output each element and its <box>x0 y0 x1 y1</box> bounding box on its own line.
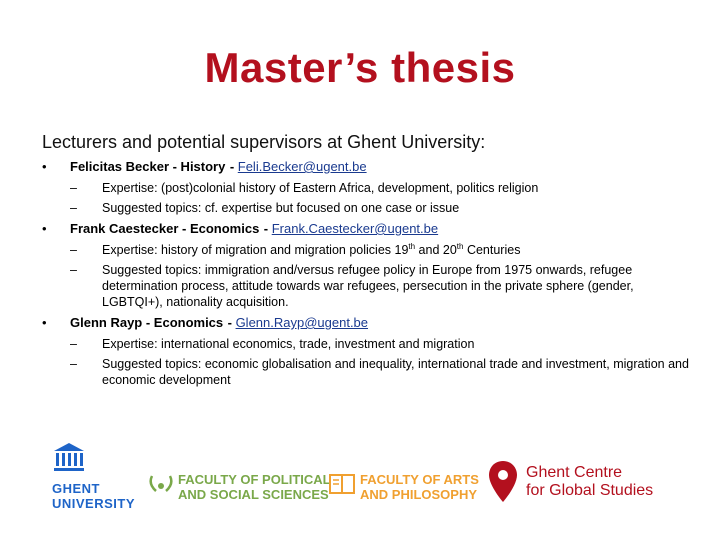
logo-text: for Global Studies <box>526 482 654 499</box>
logo-text: UNIVERSITY <box>52 496 136 511</box>
list-item <box>70 336 692 352</box>
separator: - <box>263 221 272 236</box>
list-item <box>70 242 692 258</box>
list-item <box>70 356 692 388</box>
intro-text: Lecturers and potential supervisors at Ghent University: <box>42 132 486 152</box>
temple-icon <box>52 442 86 472</box>
expertise-text: Expertise: international economics, trade, investment and migration <box>102 337 475 351</box>
lecturer-item <box>42 220 692 310</box>
dash: – <box>70 201 77 215</box>
logo-text: GHENT <box>52 481 100 496</box>
dash: – <box>70 357 77 371</box>
lecturer-name: Felicitas Becker - History <box>70 159 226 174</box>
logo-text: Ghent Centre <box>526 464 623 481</box>
topics-text: Suggested topics: cf. expertise but focused on one case or issue <box>102 201 460 215</box>
lecturer-item <box>42 314 692 388</box>
list-item <box>70 262 692 310</box>
bullet: • <box>42 221 47 236</box>
bullet: • <box>42 159 47 174</box>
topics-text: Suggested topics: economic globalisation and inequality, international trade and investment, migration and economic development <box>102 357 689 387</box>
faculty-political-social-logo <box>148 472 331 502</box>
email-link[interactable]: Frank.Caestecker@ugent.be <box>271 221 439 236</box>
topics-text: Suggested topics: immigration and/versus refugee policy in Europe from 1975 onwards, refugee determination process, attitude towards war refugees, persecution in the private sphere (gender, LGBTQI+), nationality acquisition. <box>102 263 634 309</box>
dash: – <box>70 337 77 351</box>
logo-strip <box>0 430 720 540</box>
separator: - <box>227 315 236 330</box>
list-item <box>70 180 692 196</box>
email-link[interactable]: Glenn.Rayp@ugent.be <box>235 315 369 330</box>
expertise-text: Expertise: (post)colonial history of Eastern Africa, development, politics religion <box>102 181 539 195</box>
lecturer-item <box>42 158 692 216</box>
laurel-icon <box>148 472 174 494</box>
bullet: • <box>42 315 47 330</box>
dash: – <box>70 263 77 277</box>
dash: – <box>70 181 77 195</box>
logo-text: FACULTY OF POLITICAL <box>178 472 331 487</box>
book-icon <box>328 472 356 496</box>
lecturer-name: Glenn Rayp - Economics <box>70 315 224 330</box>
slide-title: Master’s thesis <box>204 44 516 91</box>
logo-text: AND PHILOSOPHY <box>360 487 478 502</box>
faculty-arts-philosophy-logo <box>328 472 479 502</box>
email-link[interactable]: Feli.Becker@ugent.be <box>237 159 367 174</box>
expertise-text: Expertise: history of migration and migration policies 19th and 20th Centuries <box>102 241 521 257</box>
dash: – <box>70 243 77 257</box>
logo-text: FACULTY OF ARTS <box>360 472 479 487</box>
ghent-university-logo <box>52 442 136 511</box>
ghent-centre-global-studies-logo <box>488 460 654 509</box>
lecturer-list <box>42 158 692 391</box>
map-pin-icon <box>488 460 518 504</box>
separator: - <box>229 159 238 174</box>
lecturer-name: Frank Caestecker - Economics <box>70 221 260 236</box>
list-item <box>70 200 692 216</box>
logo-text: AND SOCIAL SCIENCES <box>178 487 329 502</box>
